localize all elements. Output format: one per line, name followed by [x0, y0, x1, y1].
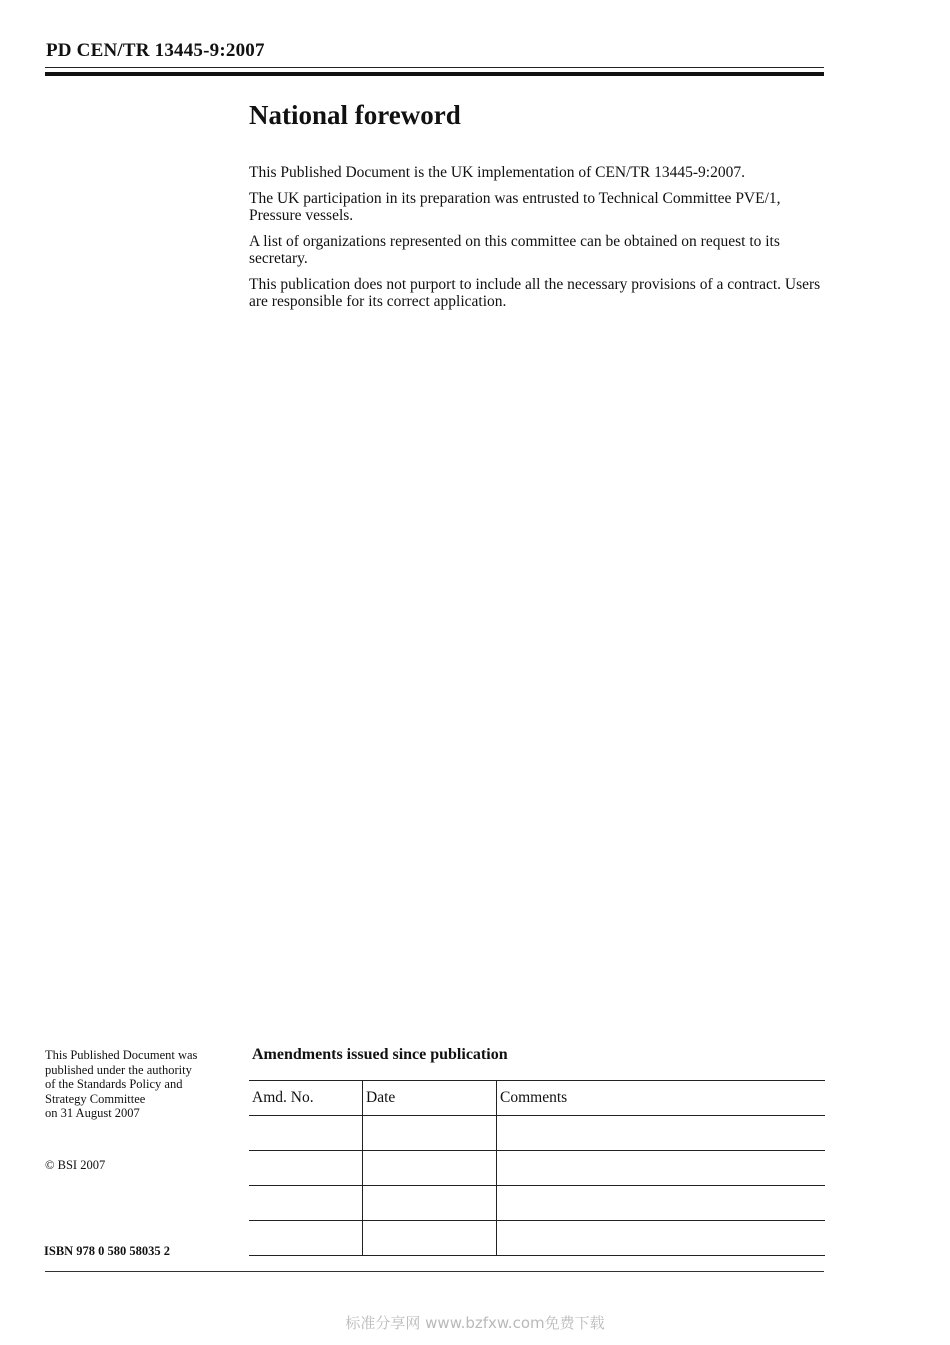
amendments-table	[249, 1080, 825, 1256]
table-cell	[249, 1221, 363, 1256]
table-cell	[497, 1116, 826, 1151]
table-cell	[249, 1116, 363, 1151]
foreword-paragraph: This Published Document is the UK implementation of CEN/TR 13445-9:2007.	[249, 164, 745, 181]
watermark-text: 标准分享网 www.bzfxw.com免费下载	[345, 1314, 605, 1332]
column-header-amd-no: Amd. No.	[249, 1081, 363, 1116]
column-header-date: Date	[363, 1081, 497, 1116]
table-row	[249, 1151, 825, 1186]
footer-rule	[45, 1271, 824, 1272]
column-header-comments: Comments	[497, 1081, 826, 1116]
header-rule-thick	[45, 72, 824, 76]
amendments-title: Amendments issued since publication	[252, 1046, 508, 1063]
table-row	[249, 1221, 825, 1256]
document-id: PD CEN/TR 13445-9:2007	[46, 40, 265, 61]
foreword-paragraph: A list of organizations represented on this committee can be obtained on request to its secretary.	[249, 232, 780, 267]
authority-line: published under the authority	[45, 1062, 192, 1077]
table-row	[249, 1186, 825, 1221]
authority-line: on 31 August 2007	[45, 1106, 140, 1120]
foreword-paragraph: The UK participation in its preparation was entrusted to Technical Committee PVE/1, Pressure vessels.	[249, 189, 781, 224]
authority-line: Strategy Committee	[45, 1091, 146, 1106]
foreword-paragraph: This publication does not purport to include all the necessary provisions of a contract. Users are responsible for its correct application.	[249, 275, 821, 310]
header-rule-thin	[45, 67, 824, 68]
table-cell	[249, 1186, 363, 1221]
table-cell	[249, 1151, 363, 1186]
table-cell	[363, 1186, 497, 1221]
table-cell	[363, 1221, 497, 1256]
copyright-notice: © BSI 2007	[45, 1158, 106, 1172]
table-cell	[497, 1151, 826, 1186]
publication-authority-note	[45, 1048, 235, 1121]
foreword-body	[249, 164, 829, 319]
table-cell	[363, 1116, 497, 1151]
table-cell	[363, 1151, 497, 1186]
table-row	[249, 1116, 825, 1151]
page-title: National foreword	[249, 100, 461, 130]
table-header-row	[249, 1081, 825, 1116]
table-cell	[497, 1221, 826, 1256]
isbn: ISBN 978 0 580 58035 2	[44, 1244, 171, 1258]
authority-line: This Published Document was	[45, 1048, 198, 1062]
authority-line: of the Standards Policy and	[45, 1077, 183, 1091]
table-cell	[497, 1186, 826, 1221]
